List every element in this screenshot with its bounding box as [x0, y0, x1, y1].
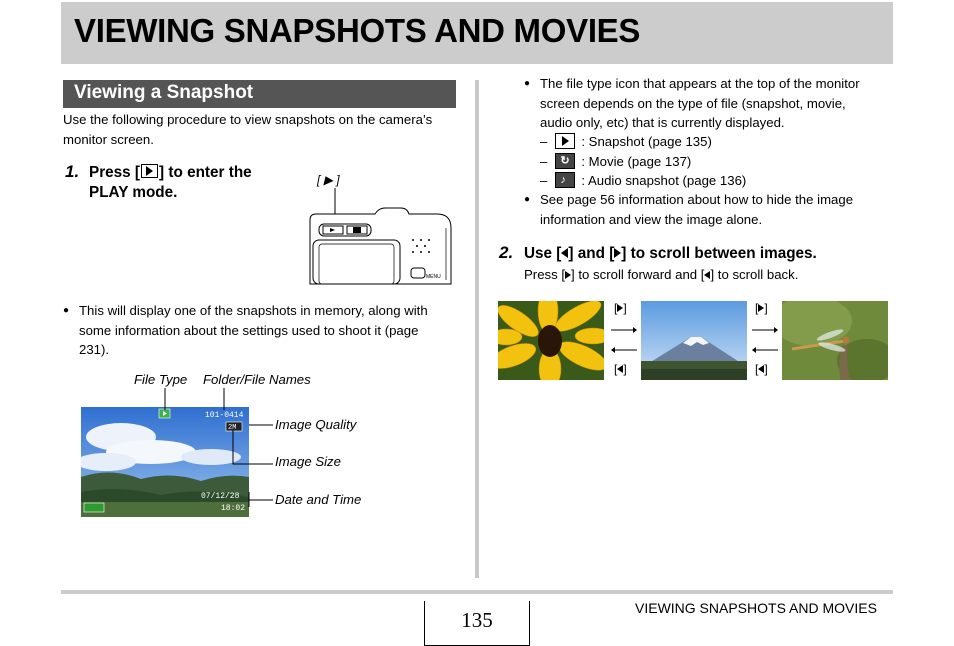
- bracket: [: [755, 362, 759, 376]
- step2-sub-part: ] to scroll forward and [: [571, 267, 705, 282]
- intro-text: [63, 110, 432, 149]
- page-number: 135: [461, 608, 493, 632]
- left-bullet: ● This will display one of the snapshots in memory, along with some information about the settings used to shoot it (page 231).: [63, 301, 428, 360]
- screen-date: 07/12/28: [201, 492, 240, 501]
- right-bullet-hide-info: ● See page 56 information about how to hide the image information and view the image alone.: [524, 190, 853, 229]
- bracket: ]: [623, 362, 627, 376]
- step2-subtext: [524, 265, 798, 285]
- step-number: 1.: [65, 162, 80, 181]
- nav-forward-label: [614, 301, 627, 315]
- step2-text-part: ] to scroll between images.: [621, 245, 817, 262]
- dash: –: [540, 134, 548, 149]
- footer-section-title: VIEWING SNAPSHOTS AND MOVIES: [635, 600, 877, 616]
- step1-text-part: ] to enter the: [159, 164, 252, 181]
- bracket: [: [755, 301, 759, 315]
- callout-image-size: Image Size: [275, 454, 341, 469]
- step2-text-part: ] and [: [568, 245, 615, 262]
- bullet-line: audio only, etc) that is currently displayed.: [540, 115, 785, 130]
- step2-text-part: Use [: [524, 245, 562, 262]
- nav-forward-label: [755, 301, 768, 315]
- column-divider: [475, 80, 479, 578]
- mountain-photo: [641, 301, 747, 380]
- sunflower-photo: [498, 301, 604, 380]
- screen-time: 18:02: [221, 504, 246, 513]
- camera-menu-label: MENU: [426, 274, 441, 280]
- list-item: [540, 152, 746, 172]
- callout-folder-file-names: Folder/File Names: [203, 372, 311, 387]
- list-item: [540, 171, 746, 191]
- step1-text-part: Press [: [89, 164, 141, 181]
- movie-icon: ↻: [555, 153, 575, 169]
- file-type-icon-list: [540, 132, 746, 191]
- dash: –: [540, 173, 548, 188]
- callout-date-and-time: Date and Time: [275, 492, 362, 507]
- bullet-line: some information about the settings used to shoot it (page: [79, 322, 419, 338]
- bullet-line: This will display one of the snapshots in memory, along with: [79, 303, 428, 318]
- bullet-line: See page 56 information about how to hide the image: [540, 192, 854, 207]
- nav-back-label: [614, 362, 627, 376]
- step2-sub-part: ] to scroll back.: [710, 267, 799, 282]
- bracket: ]: [764, 301, 768, 315]
- audio-snapshot-icon: ♪: [555, 172, 575, 188]
- screen-file-number: 101-0414: [205, 411, 244, 420]
- dash: –: [540, 153, 548, 169]
- nav-arrows: [750, 325, 780, 355]
- camera-play-label: [ ▶ ]: [317, 173, 340, 187]
- bullet-line: 231).: [79, 342, 110, 357]
- icon-label: : Snapshot (page 135): [581, 134, 712, 149]
- bullet-line: The file type icon that appears at the top of the monitor: [540, 76, 860, 91]
- screen-image-size: 2M: [228, 424, 237, 432]
- dragonfly-photo: [782, 301, 888, 380]
- bracket: [: [614, 301, 618, 315]
- play-button-icon: [141, 164, 158, 178]
- right-bullet-file-type: ● The file type icon that appears at the top of the monitor screen depends on the type of file (snapshot, movie, audio only, etc) that is currently displayed.: [524, 74, 860, 133]
- step2-text: [524, 244, 817, 264]
- snapshot-icon: [555, 133, 575, 149]
- footer-rule: [61, 590, 893, 594]
- nav-arrows: [609, 325, 639, 355]
- camera-back-illustration: [305, 168, 455, 286]
- bracket: ]: [623, 301, 627, 315]
- bullet-line: screen depends on the type of file (snapshot, movie,: [540, 95, 846, 111]
- step-number: 2.: [499, 243, 514, 262]
- bracket: [: [614, 362, 618, 376]
- callout-file-type: File Type: [134, 372, 188, 387]
- page-title: VIEWING SNAPSHOTS AND MOVIES: [74, 12, 641, 49]
- nav-back-label: [755, 362, 768, 376]
- step2-sub-part: Press [: [524, 267, 566, 282]
- step1-text: [89, 163, 252, 203]
- intro-line: Use the following procedure to view snapshots on the camera’s: [63, 112, 433, 127]
- list-item: [540, 132, 746, 152]
- intro-line: monitor screen.: [63, 131, 154, 147]
- bracket: ]: [764, 362, 768, 376]
- bullet-line: information and view the image alone.: [540, 211, 763, 227]
- callout-image-quality: Image Quality: [275, 417, 357, 432]
- icon-label: : Audio snapshot (page 136): [581, 173, 747, 188]
- step1-text-line2: PLAY mode.: [89, 184, 178, 201]
- section-title: Viewing a Snapshot: [74, 82, 254, 103]
- callout-lines: [150, 380, 280, 515]
- icon-label: : Movie (page 137): [581, 153, 692, 169]
